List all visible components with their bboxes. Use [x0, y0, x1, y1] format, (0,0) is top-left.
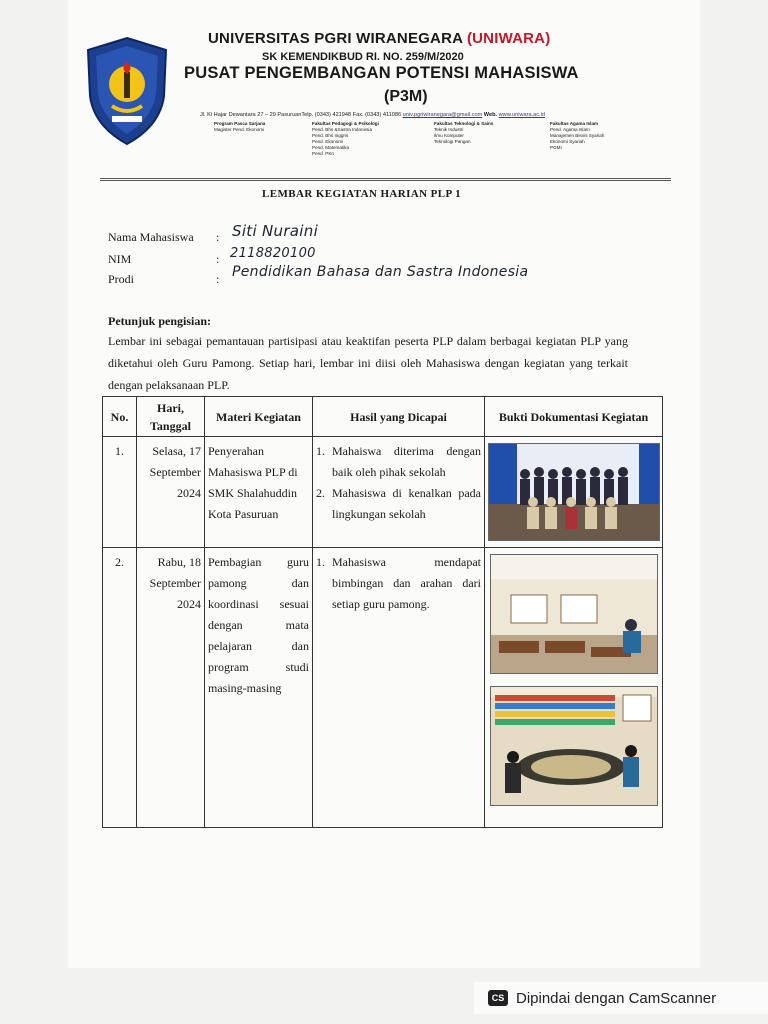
- row-day: Selasa, 17 September 2024: [149, 444, 201, 500]
- camscanner-text: Dipindai dengan CamScanner: [516, 989, 717, 1007]
- table-row: [103, 437, 663, 548]
- header-day: Hari, Tanggal: [137, 397, 205, 437]
- website-link[interactable]: www.uniwara.ac.id: [498, 112, 545, 118]
- center-name: PUSAT PENGEMBANGAN POTENSI MAHASISWA: [184, 64, 579, 82]
- field-colon: :: [216, 252, 220, 266]
- row-hasil-list: [316, 441, 481, 525]
- classroom-photo-image: [490, 554, 658, 674]
- email-link[interactable]: univ.pgriwiranegara@gmail.com: [402, 112, 483, 118]
- group-photo-image: [488, 443, 660, 541]
- field-colon: :: [216, 230, 220, 244]
- program-column-pasca: Program Pasca Sarjana Magister Pend. Ekonomi: [214, 121, 266, 132]
- row-materi: Pembagian guru pamong dan koordinasi sesuai dengan mata pelajaran dan program studi masing-masing: [208, 555, 309, 695]
- camscanner-icon: CS: [488, 990, 508, 1006]
- university-logo-icon: [84, 36, 170, 146]
- field-label-name: Nama Mahasiswa: [108, 230, 194, 244]
- field-colon: :: [216, 272, 220, 286]
- row-hasil-list: [316, 552, 481, 615]
- row-number: 2.: [115, 555, 124, 569]
- list-item: 2. Mahasiswa di kenalkan pada lingkungan sekolah: [316, 486, 481, 521]
- decree-number: SK KEMENDIKBUD RI. NO. 259/M/2020: [262, 51, 464, 63]
- row-materi: Penyerahan Mahasiswa PLP di SMK Shalahuddin Kota Pasuruan: [208, 444, 298, 521]
- form-title: LEMBAR KEGIATAN HARIAN PLP 1: [262, 188, 462, 200]
- student-prodi-value: Pendidikan Bahasa dan Sastra Indonesia: [232, 264, 529, 280]
- activity-table: [102, 396, 663, 828]
- field-label-prodi: Prodi: [108, 272, 135, 286]
- list-item: 1. Mahaiswa diterima dengan baik oleh pihak sekolah: [316, 444, 481, 479]
- student-name-value: Siti Nuraini: [232, 222, 319, 240]
- row-day: Rabu, 18 September 2024: [149, 555, 201, 611]
- student-nim-value: 2118820100: [230, 246, 316, 261]
- center-abbreviation: (P3M): [384, 88, 428, 105]
- table-row: [103, 548, 663, 828]
- table-header-row: [103, 397, 663, 437]
- program-column-pedagogi: Fakultas Pedagogi & Psikologi Pend. Bhs &Sastra Indonesia Pend. Bhs Inggris Pend. Ekonomi Pend. Matematika Pend. PKn: [312, 121, 379, 156]
- program-column-agama: Fakultas Agama Islam Pend. Agama Islam Manajemen Bisnis Syariah Ekonomi Syariah PGMI: [550, 121, 605, 150]
- header-bukti: Bukti Dokumentasi Kegiatan: [485, 397, 663, 437]
- university-name: UNIVERSITAS PGRI WIRANEGARA (UNIWARA): [208, 30, 551, 47]
- header-divider: [100, 180, 671, 181]
- list-item: 1. Mahasiswa mendapat bimbingan dan arahan dari setiap guru pamong.: [316, 555, 481, 611]
- program-column-teknologi: Fakultas Teknologi & Sains Teknik Industri Ilmu Komputer Teknologi Pangan: [434, 121, 494, 144]
- row-number: 1.: [115, 444, 124, 458]
- header-no: No.: [103, 397, 137, 437]
- camscanner-watermark: [474, 982, 768, 1014]
- header-divider: [100, 178, 671, 179]
- header-hasil: Hasil yang Dicapai: [313, 397, 485, 437]
- field-label-nim: NIM: [108, 252, 132, 266]
- instructions-text: Lembar ini sebagai pemantauan partisipasi atau keaktifan peserta PLP dalam berbagai kegiatan PLP yang diketahui oleh Guru Pamong. Setiap hari, lembar ini diisi oleh Mahasiswa dengan kegiatan yang terkait dengan pelaksanaan PLP.: [108, 334, 628, 392]
- header-address: Jl. Ki Hajar Dewantara 27 – 29 PasuruanTelp. (0343) 421948 Fax. (0343) 411086 univ.pgriwiranegara@gmail.com Web. www.uniwara.ac.id: [200, 112, 545, 118]
- workshop-photo-image: [490, 686, 658, 806]
- header-materi: Materi Kegiatan: [205, 397, 313, 437]
- instructions-title: Petunjuk pengisian:: [108, 314, 212, 328]
